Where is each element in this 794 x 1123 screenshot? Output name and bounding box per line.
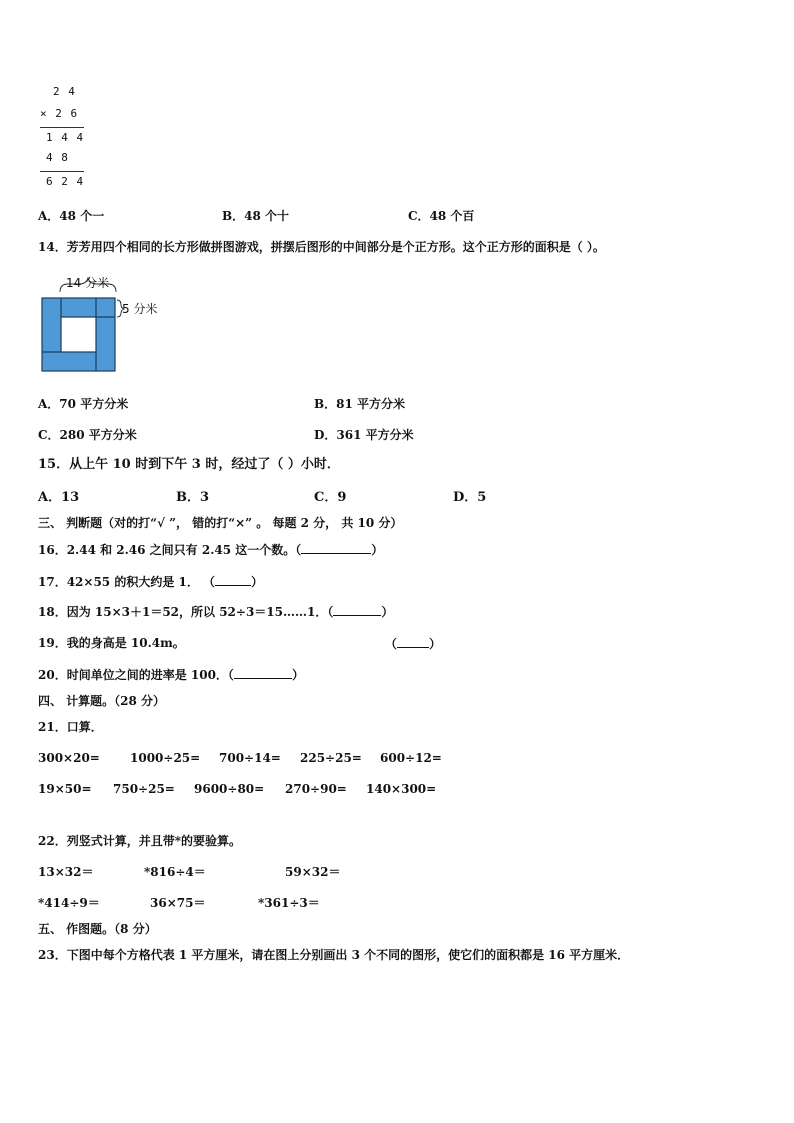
section-4-title: 四、 计算题。（28 分） (38, 694, 166, 708)
q16-close: ） (371, 543, 384, 557)
q19-close: ） (429, 637, 442, 651)
q22-title: 22．列竖式计算，并且带*的要验算。 (38, 834, 241, 848)
q20-close: ） (291, 668, 304, 682)
q16-answer-blank[interactable] (301, 541, 371, 554)
q20-answer-blank[interactable] (234, 666, 292, 679)
partial-product-1: 1 4 4 (46, 131, 85, 144)
q15-option-d[interactable]: D．5 (453, 490, 487, 505)
q15-option-c[interactable]: C．9 (314, 490, 347, 505)
q22-item: 13×32＝ (38, 865, 94, 879)
q17-text: 17．42×55 的积大约是 1． （ (38, 575, 216, 589)
q19-text: 19．我的身高是 10.4m。 (38, 636, 185, 650)
rectangles-figure (38, 272, 178, 374)
section-3-title: 三、 判断题（对的打“√ ”， 错的打“×” 。 每题 2 分， 共 10 分） (38, 516, 403, 530)
q13-option-c[interactable]: C．48 个百 (408, 209, 475, 223)
q21-item: 300×20= (38, 751, 100, 765)
q22-item: 36×75＝ (150, 896, 206, 910)
q14-option-a[interactable]: A．70 平方分米 (38, 397, 129, 411)
q13-option-b[interactable]: B．48 个十 (222, 209, 290, 223)
q16-text: 16．2.44 和 2.46 之间只有 2.45 这一个数。（ (38, 543, 302, 557)
q21-item: 9600÷80= (194, 782, 265, 796)
section-5-title: 五、 作图题。（8 分） (38, 922, 157, 936)
q21-item: 600÷12= (380, 751, 442, 765)
q21-item: 140×300= (366, 782, 437, 796)
q21-item: 270÷90= (285, 782, 347, 796)
q16 (38, 541, 383, 558)
q21-item: 19×50= (38, 782, 92, 796)
q22-item: *361÷3＝ (258, 896, 320, 910)
rule-line (40, 171, 84, 172)
q15-question: 15．从上午 10 时到下午 3 时，经过了（ ）小时． (38, 457, 340, 472)
multiplicand: 2 4 (53, 85, 76, 98)
q18 (38, 603, 393, 620)
q14-option-c[interactable]: C．280 平方分米 (38, 428, 137, 442)
q21-item: 750÷25= (113, 782, 175, 796)
q14-question: 14．芳芳用四个相同的长方形做拼图游戏，拼摆后图形的中间部分是个正方形。这个正方形的面积是（ ）。 (38, 240, 605, 254)
partial-product-2: 4 8 (46, 151, 69, 164)
q19-answer-blank[interactable] (397, 635, 429, 648)
q17 (38, 573, 263, 590)
q21-item: 225÷25= (300, 751, 362, 765)
q21-title: 21．口算． (38, 720, 103, 734)
rule-line (40, 127, 84, 128)
q15-option-b[interactable]: B．3 (176, 490, 210, 505)
q14-option-d[interactable]: D．361 平方分米 (314, 428, 414, 442)
q17-close: ） (251, 575, 264, 589)
q13-option-a[interactable]: A．48 个一 (38, 209, 105, 223)
q21-item: 700÷14= (219, 751, 281, 765)
q20-text: 20．时间单位之间的进率是 100．（ (38, 668, 234, 682)
q18-text: 18．因为 15×3＋1＝52，所以 52÷3＝15……1．（ (38, 605, 334, 619)
q19-open: （ (385, 637, 398, 651)
multiplier: × 2 6 (40, 107, 79, 120)
q15-option-a[interactable]: A．13 (38, 490, 80, 505)
width-label: 14 分米 (66, 276, 110, 290)
q18-answer-blank[interactable] (333, 603, 381, 616)
q17-answer-blank[interactable] (215, 573, 251, 586)
height-label: 5 分米 (122, 302, 158, 316)
q20 (38, 666, 304, 683)
q23-text: 23．下图中每个方格代表 1 平方厘米，请在图上分别画出 3 个不同的图形，使它们的面积都是 16 平方厘米． (38, 948, 630, 962)
q22-item: *414÷9＝ (38, 896, 100, 910)
q22-item: *816÷4＝ (144, 865, 206, 879)
q22-item: 59×32＝ (285, 865, 341, 879)
product: 6 2 4 (46, 175, 85, 188)
q18-close: ） (381, 605, 394, 619)
q14-option-b[interactable]: B．81 平方分米 (314, 397, 406, 411)
q19-answer (385, 635, 441, 652)
q21-item: 1000÷25= (130, 751, 201, 765)
